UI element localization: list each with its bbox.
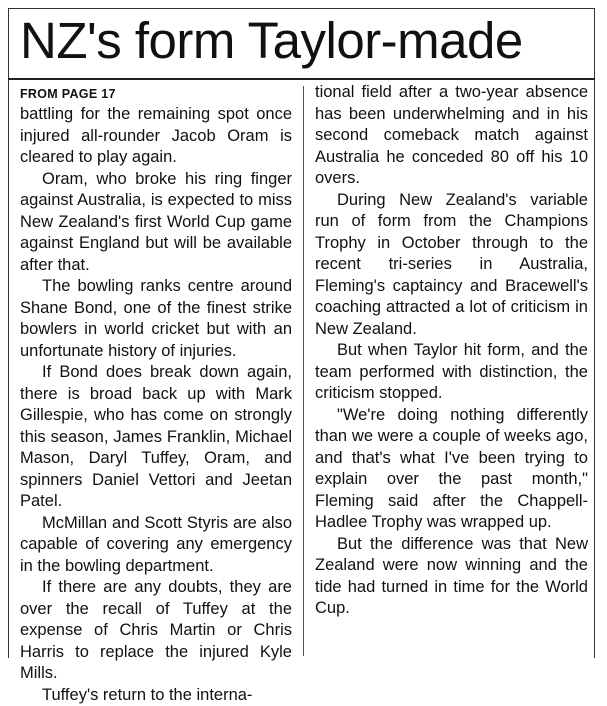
headline: NZ's form Taylor-made (20, 12, 523, 70)
paragraph: If Bond does break down again, there is broad back up with Mark Gillespie, who has come on strongly this season, James Franklin, Michael Mason, Daryl Tuffey, Oram, and spinners Daniel Vettori and Jeetan Patel. (20, 362, 292, 513)
paragraph: McMillan and Scott Styris are also capable of covering any emergency in the bowling department. (20, 513, 292, 578)
paragraph: If there are any doubts, they are over the recall of Tuffey at the expense of Chris Martin or Chris Harris to replace the injured Kyle Mills. (20, 577, 292, 685)
paragraph: Tuffey's return to the interna- (20, 685, 292, 706)
continued-from-label: FROM PAGE 17 (20, 84, 292, 104)
paragraph: The bowling ranks centre around Shane Bond, one of the finest strike bowlers in world cricket but with an unfortunate history of injuries. (20, 276, 292, 362)
paragraph: tional field after a two-year absence has been underwhelming and in his second comeback match against Australia he conceded 80 off his 10 overs. (315, 82, 588, 190)
headline-rule (8, 78, 595, 80)
paragraph: Oram, who broke his ring finger against Australia, is expected to miss New Zealand's first World Cup game against England but will be available after that. (20, 169, 292, 277)
paragraph: But the difference was that New Zealand were now winning and the tide had turned in time for the World Cup. (315, 534, 588, 620)
paragraph: During New Zealand's variable run of form from the Champions Trophy in October through to the recent tri-series in Australia, Fleming's captaincy and Bracewell's coaching attracted a lot of criticism in New Zealand. (315, 190, 588, 341)
paragraph: But when Taylor hit form, and the team performed with distinction, the criticism stopped. (315, 340, 588, 405)
column-divider (303, 86, 304, 656)
paragraph: "We're doing nothing differently than we were a couple of weeks ago, and that's what I've been trying to explain over the past month," Fleming said after the Chappell-Hadlee Trophy was wrapped up. (315, 405, 588, 534)
paragraph: battling for the remaining spot once injured all-rounder Jacob Oram is cleared to play again. (20, 104, 292, 169)
left-column (20, 82, 292, 706)
right-column (315, 82, 588, 620)
